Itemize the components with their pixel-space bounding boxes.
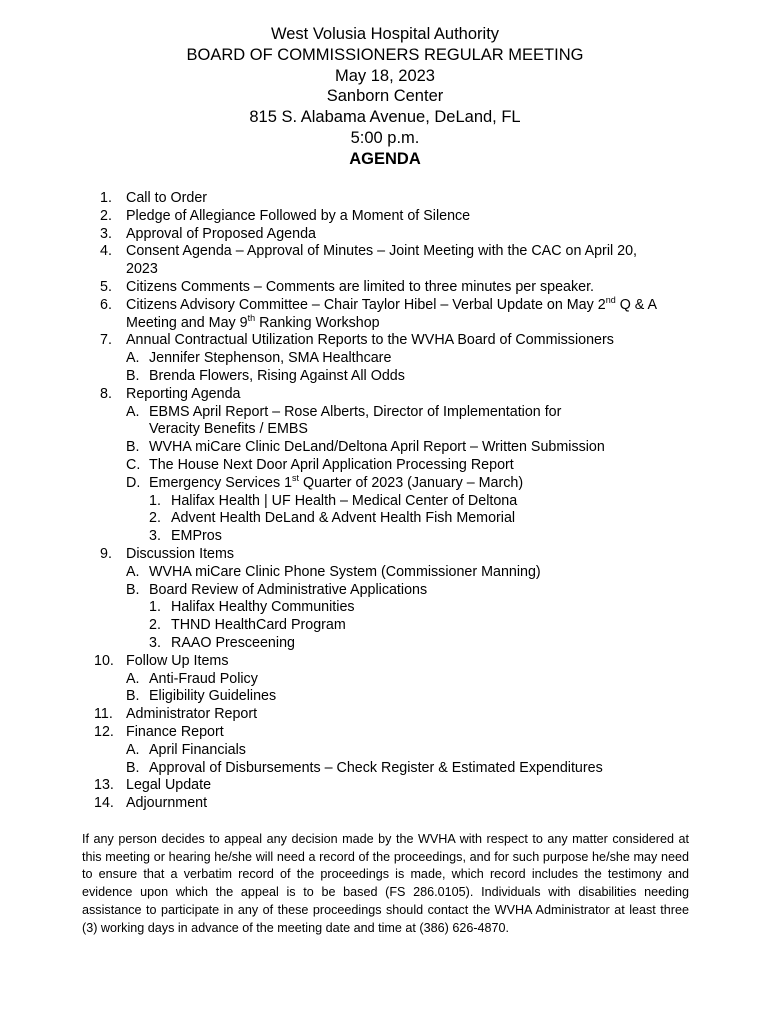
agenda-subsubitem-9b2 — [149, 617, 720, 635]
meeting-address: 815 S. Alabama Avenue, DeLand, FL — [249, 108, 521, 127]
item-text: Citizens Comments – Comments are limited to three minutes per speaker. — [126, 278, 595, 295]
item-text-line1: Consent Agenda – Approval of Minutes – Joint Meeting with the CAC on April 20, — [126, 243, 638, 260]
agenda-item-13 — [94, 777, 720, 795]
agenda-subitem-8b — [126, 439, 720, 457]
subsubitem-number: 2. — [149, 510, 161, 527]
item-number: 3. — [100, 225, 112, 242]
item-number: 4. — [100, 243, 112, 260]
agenda-subitem-10b — [126, 688, 720, 706]
item-number: 12. — [94, 723, 114, 740]
ordinal-suffix: st — [292, 472, 300, 483]
agenda-subitem-10a — [126, 671, 720, 689]
appeal-notice: If any person decides to appeal any decision made by the WVHA with respect to any matter considered at this meeting or hearing he/she will need a record of the proceedings, and for such purpose he/she may need to ensure that a verbatim record of the proceedings is made, which record includes the testimony and evidence upon which the appeal is to be based (FS 286.0105). Individuals with disabilities needing assistance to participate in any of these proceedings should contact the WVHA Administrator at least three (3) working days in advance of the meeting date and time at (386) 626-4870. — [82, 832, 689, 935]
agenda-title: AGENDA — [349, 149, 421, 168]
agenda-subitem-7a — [126, 350, 720, 368]
subsubitem-text: Halifax Healthy Communities — [171, 599, 355, 616]
item-number: 11. — [94, 706, 113, 723]
agenda-subitem-9b — [126, 582, 720, 600]
subitem-text-line2: Veracity Benefits / EMBS — [149, 421, 308, 438]
item-number: 13. — [94, 777, 114, 794]
subitem-letter: A. — [126, 350, 140, 367]
item-text: Call to Order — [126, 190, 208, 206]
agenda-item-5 — [100, 279, 720, 297]
agenda-item-2 — [100, 208, 720, 226]
meeting-title: BOARD OF COMMISSIONERS REGULAR MEETING — [186, 45, 584, 64]
agenda-subsubitem-9b3 — [149, 635, 720, 653]
agenda-subsubitem-8d2 — [149, 510, 720, 528]
subitem-text: Jennifer Stephenson, SMA Healthcare — [149, 350, 392, 367]
item-number: 9. — [100, 545, 112, 562]
agenda-item-7 — [100, 332, 720, 350]
subsubitem-text: THND HealthCard Program — [171, 617, 346, 634]
subsubitem-text: Halifax Health | UF Health – Medical Center of Deltona — [171, 492, 518, 509]
item-text: Legal Update — [126, 777, 212, 794]
subitem-text: Approval of Disbursements – Check Register & Estimated Expenditures — [149, 759, 603, 776]
subsubitem-number: 1. — [149, 492, 161, 509]
subitem-letter: D. — [126, 474, 141, 491]
meeting-time: 5:00 p.m. — [350, 128, 420, 147]
subitem-text: Brenda Flowers, Rising Against All Odds — [149, 367, 405, 384]
item-number: 5. — [100, 278, 112, 295]
item-text-part: Meeting and May 9 — [126, 314, 248, 331]
agenda-item-11 — [94, 706, 720, 724]
item-text: Follow Up Items — [126, 652, 229, 669]
subitem-text: The House Next Door April Application Processing Report — [149, 456, 514, 473]
item-number: 14. — [94, 795, 114, 812]
item-number: 8. — [100, 385, 112, 402]
item-text-part: Emergency Services 1 — [149, 474, 293, 491]
subitem-letter: A. — [126, 670, 140, 687]
subitem-letter: B. — [126, 581, 140, 598]
agenda-item-12 — [94, 723, 720, 742]
subitem-text: Eligibility Guidelines — [149, 688, 277, 705]
subitem-letter: C. — [126, 456, 141, 473]
subitem-letter: B. — [126, 688, 140, 705]
item-text-part: Citizens Advisory Committee – Chair Taylor Hibel – Verbal Update on May 2 — [126, 296, 606, 313]
subsubitem-text: EMPros — [171, 528, 222, 545]
subitem-text: April Financials — [149, 741, 246, 758]
item-text: Administrator Report — [126, 706, 258, 723]
agenda-item-10 — [94, 652, 720, 671]
subitem-letter: B. — [126, 439, 140, 456]
agenda-item-4 — [100, 243, 720, 279]
item-number: 1. — [100, 190, 112, 206]
item-text: Finance Report — [126, 723, 224, 740]
subsubitem-number: 3. — [149, 634, 161, 651]
subitem-text: WVHA miCare Clinic Phone System (Commissioner Manning) — [149, 563, 541, 580]
meeting-date: May 18, 2023 — [335, 66, 435, 85]
subsubitem-text: RAAO Presceening — [171, 634, 295, 651]
item-text: Reporting Agenda — [126, 385, 241, 402]
item-text-part: Ranking Workshop — [255, 314, 380, 331]
subitem-letter: A. — [126, 741, 140, 758]
item-text-line2 — [126, 312, 720, 333]
agenda-subitem-8d — [126, 472, 720, 493]
item-text: Adjournment — [126, 795, 208, 812]
subitem-text — [149, 472, 720, 493]
subitem-text: Anti-Fraud Policy — [149, 670, 258, 687]
item-number: 10. — [94, 652, 114, 669]
subsubitem-number: 3. — [149, 528, 161, 545]
subitem-letter: B. — [126, 367, 140, 384]
agenda-subitem-8a — [126, 404, 720, 440]
agenda-item-3 — [100, 226, 720, 244]
item-text: Annual Contractual Utilization Reports to the WVHA Board of Commissioners — [126, 332, 614, 349]
agenda-item-6 — [100, 297, 720, 333]
item-text-part: Quarter of 2023 (January – March) — [299, 474, 524, 491]
item-text-part: Q & A — [615, 296, 658, 313]
ordinal-suffix: nd — [605, 295, 616, 306]
item-number: 6. — [100, 296, 112, 313]
subsubitem-number: 2. — [149, 617, 161, 634]
item-text: Pledge of Allegiance Followed by a Moment of Silence — [126, 207, 471, 224]
item-text-line1 — [126, 297, 720, 315]
agenda-item-9 — [100, 546, 720, 564]
subsubitem-number: 1. — [149, 599, 161, 616]
agenda-item-1 — [100, 190, 720, 208]
subitem-text: WVHA miCare Clinic DeLand/Deltona April Report – Written Submission — [149, 439, 605, 456]
organization-name: West Volusia Hospital Authority — [270, 25, 500, 43]
subitem-letter: A. — [126, 563, 140, 580]
item-number: 2. — [100, 207, 112, 224]
agenda-subsubitem-9b1 — [149, 599, 720, 617]
agenda-list — [94, 190, 720, 813]
agenda-item-14 — [94, 795, 720, 813]
agenda-item-8 — [100, 386, 720, 404]
agenda-subitem-12a — [126, 742, 720, 760]
agenda-subitem-12b — [126, 760, 720, 778]
agenda-subsubitem-8d1 — [149, 493, 720, 511]
document-header — [0, 24, 770, 170]
subitem-letter: B. — [126, 759, 140, 776]
meeting-venue: Sanborn Center — [326, 87, 444, 106]
item-text: Approval of Proposed Agenda — [126, 225, 316, 242]
ordinal-suffix: th — [247, 312, 256, 323]
agenda-subitem-7b — [126, 368, 720, 386]
item-number: 7. — [100, 332, 112, 349]
item-text: Discussion Items — [126, 545, 235, 562]
subitem-text: Board Review of Administrative Applications — [149, 581, 428, 598]
agenda-subitem-8c — [126, 457, 720, 475]
subsubitem-text: Advent Health DeLand & Advent Health Fish Memorial — [171, 510, 516, 527]
agenda-subitem-9a — [126, 564, 720, 582]
subitem-text-line1: EBMS April Report – Rose Alberts, Director of Implementation for — [149, 403, 562, 420]
item-text-line2: 2023 — [126, 261, 158, 278]
subitem-letter: A. — [126, 403, 140, 420]
agenda-subsubitem-8d3 — [149, 528, 720, 546]
